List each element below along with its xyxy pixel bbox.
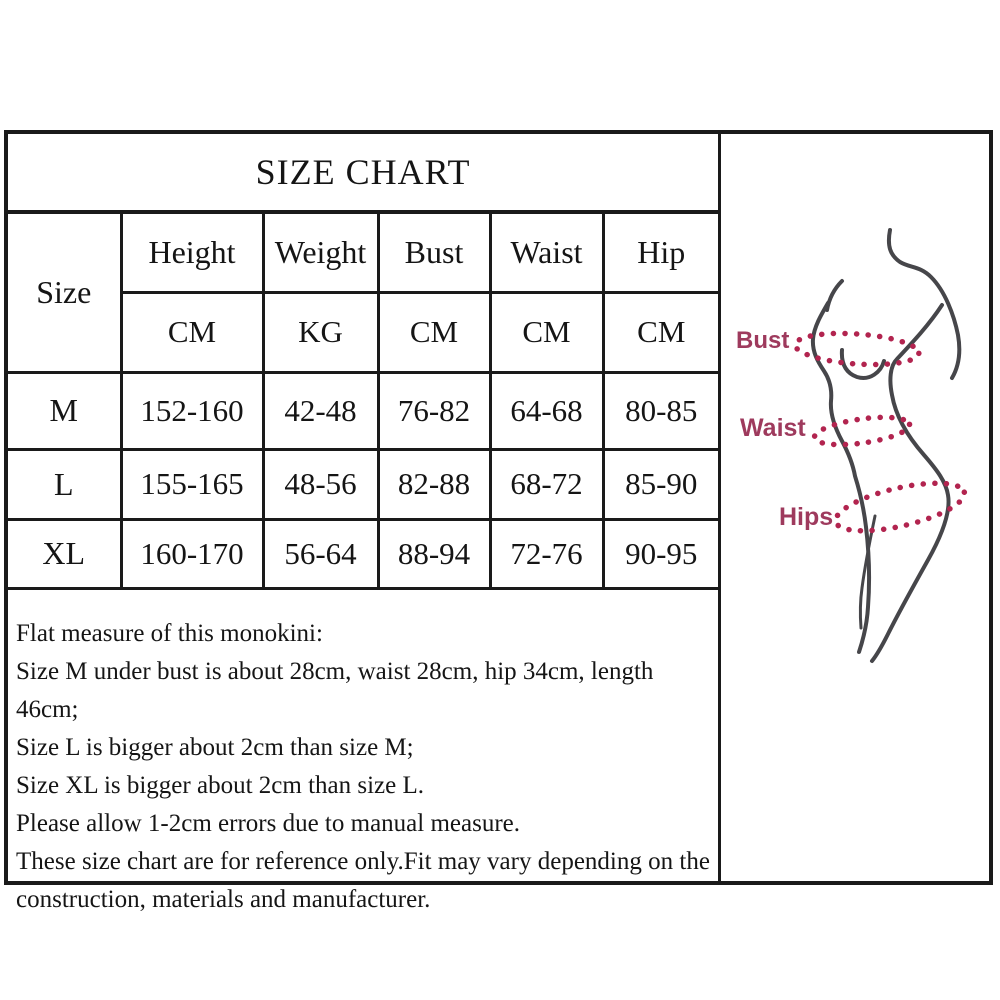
note-line: Size L is bigger about 2cm than size M; [16, 734, 414, 761]
row-xl-weight: 56-64 [263, 519, 378, 588]
row-l-height: 155-165 [121, 449, 263, 519]
row-xl-hip: 90-95 [603, 519, 718, 588]
bust-label: Bust [736, 327, 790, 354]
table-row [8, 449, 718, 519]
row-l-hip: 85-90 [603, 449, 718, 519]
unit-height: CM [121, 292, 263, 372]
row-m-bust: 76-82 [378, 372, 490, 449]
waist-label: Waist [740, 414, 806, 442]
row-xl-size: XL [8, 519, 121, 588]
table-row [8, 519, 718, 588]
column-header-bust: Bust [378, 212, 490, 292]
unit-weight: KG [263, 292, 378, 372]
row-l-bust: 82-88 [378, 449, 490, 519]
chart-title: SIZE CHART [8, 134, 718, 212]
column-header-waist: Waist [490, 212, 603, 292]
size-column-header: Size [8, 212, 121, 372]
measurement-figure-panel [721, 134, 989, 881]
row-m-weight: 42-48 [263, 372, 378, 449]
size-table [8, 134, 718, 590]
row-m-hip: 80-85 [603, 372, 718, 449]
measurement-notes [8, 606, 718, 913]
column-header-height: Height [121, 212, 263, 292]
waist-measure-ellipse [813, 412, 911, 449]
hips-label: Hips [779, 503, 834, 531]
row-l-weight: 48-56 [263, 449, 378, 519]
unit-hip: CM [603, 292, 718, 372]
row-xl-height: 160-170 [121, 519, 263, 588]
unit-waist: CM [490, 292, 603, 372]
row-l-size: L [8, 449, 121, 519]
note-line: Please allow 1-2cm errors due to manual measure. [16, 810, 520, 837]
row-m-size: M [8, 372, 121, 449]
row-xl-bust: 88-94 [378, 519, 490, 588]
column-header-hip: Hip [603, 212, 718, 292]
note-line: Size M under bust is about 28cm, waist 28cm, hip 34cm, length 46cm; [16, 658, 654, 723]
table-row [8, 372, 718, 449]
figure-left-arm-line [827, 281, 842, 310]
row-m-waist: 64-68 [490, 372, 603, 449]
hips-measure-ellipse [831, 474, 968, 541]
row-xl-waist: 72-76 [490, 519, 603, 588]
unit-bust: CM [378, 292, 490, 372]
row-l-waist: 68-72 [490, 449, 603, 519]
note-line: Flat measure of this monokini: [16, 620, 323, 647]
note-line: These size chart are for reference only.Fit may vary depending on the construction, materials and manufacturer. [16, 848, 710, 913]
body-sketch [721, 134, 989, 881]
size-table-area [8, 134, 721, 913]
outer-frame [4, 130, 993, 913]
note-line: Size XL is bigger about 2cm than size L. [16, 772, 424, 799]
row-m-height: 152-160 [121, 372, 263, 449]
column-header-weight: Weight [263, 212, 378, 292]
